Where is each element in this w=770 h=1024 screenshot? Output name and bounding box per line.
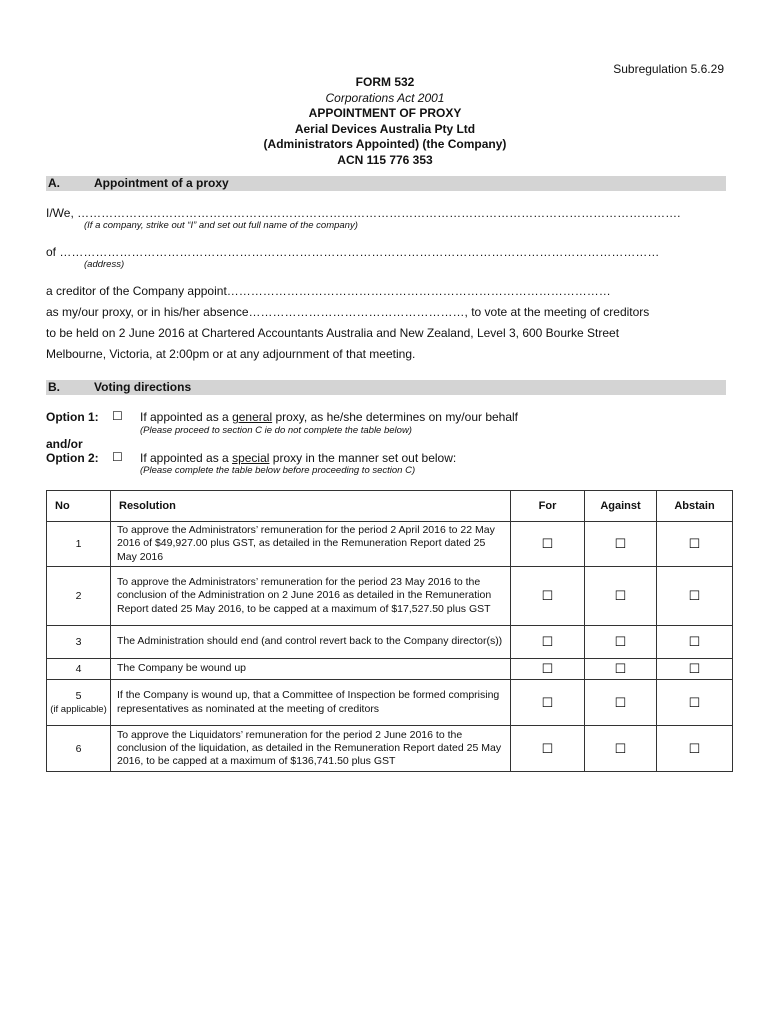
header-resolution: Resolution [111, 491, 511, 522]
resolution-number: 6 [47, 726, 111, 772]
against-checkbox[interactable]: ☐ [585, 567, 657, 626]
and-or-label: and/or [46, 437, 83, 451]
header-no: No [47, 491, 111, 522]
subregulation-ref: Subregulation 5.6.29 [613, 62, 724, 76]
option-2-label: Option 2: [46, 451, 99, 465]
form-header [0, 75, 770, 168]
table-row [47, 522, 733, 567]
form-title: APPOINTMENT OF PROXY [308, 106, 462, 120]
company-name: Aerial Devices Australia Pty Ltd [294, 121, 476, 136]
header-against: Against [585, 491, 657, 522]
meeting-details-line: to be held on 2 June 2016 at Chartered Accountants Australia and New Zealand, Level 3, 600 Bourke Street [46, 326, 620, 340]
for-checkbox[interactable]: ☐ [511, 522, 585, 567]
resolutions-table [46, 490, 733, 772]
option-2-note: (Please complete the table below before proceeding to section C) [140, 465, 416, 476]
abstain-checkbox[interactable]: ☐ [657, 659, 733, 680]
section-a-heading [46, 176, 726, 191]
creditor-appoint-field[interactable]: a creditor of the Company appoint…………………………………………………………………………………… [46, 284, 611, 298]
for-checkbox[interactable]: ☐ [511, 626, 585, 659]
for-checkbox[interactable]: ☐ [511, 680, 585, 726]
resolution-number: 1 [47, 522, 111, 567]
option-1-note: (Please proceed to section C ie do not complete the table below) [140, 425, 412, 436]
option-1-label: Option 1: [46, 410, 99, 424]
resolution-number-cell [47, 680, 111, 726]
resolution-text: If the Company is wound up, that a Committee of Inspection be formed comprising representatives as nominated at the meeting of creditors [111, 680, 511, 726]
header-for: For [511, 491, 585, 522]
header-abstain: Abstain [657, 491, 733, 522]
section-b-letter: B. [48, 380, 60, 394]
table-row [47, 567, 733, 626]
administration-status: (Administrators Appointed) (the Company) [263, 137, 507, 151]
for-checkbox[interactable]: ☐ [511, 567, 585, 626]
form-number: FORM 532 [355, 75, 415, 89]
against-checkbox[interactable]: ☐ [585, 659, 657, 680]
section-b-title: Voting directions [94, 380, 192, 394]
option-2-text: If appointed as a special proxy in the manner set out below: [140, 451, 457, 465]
address-field[interactable]: of …………………………………………………………………………………………………………………………………… [46, 245, 660, 259]
resolution-number: 3 [47, 626, 111, 659]
resolution-text: The Administration should end (and control revert back to the Company director(s)) [111, 626, 511, 659]
special-word: special [232, 451, 270, 465]
abstain-checkbox[interactable]: ☐ [657, 726, 733, 772]
general-word: general [232, 410, 273, 424]
resolution-number-note: (if applicable) [50, 703, 107, 715]
resolution-number: 5 [75, 689, 82, 702]
abstain-checkbox[interactable]: ☐ [657, 680, 733, 726]
against-checkbox[interactable]: ☐ [585, 726, 657, 772]
table-row [47, 680, 733, 726]
iwe-note: (If a company, strike out “I” and set out full name of the company) [84, 220, 358, 231]
table-row [47, 726, 733, 772]
section-a-title: Appointment of a proxy [94, 176, 229, 190]
abstain-checkbox[interactable]: ☐ [657, 567, 733, 626]
resolution-text: To approve the Administrators’ remuneration for the period 2 April 2016 to 22 May 2016 of $49,927.00 plus GST, as detailed in the Remuneration Report dated 25 May 2016 [111, 522, 511, 567]
resolution-text: To approve the Administrators’ remuneration for the period 23 May 2016 to the conclusion of the Administration on 2 June 2016 as detailed in the Remuneration Report dated 25 May 2016, to be capped at a maximum of $17,527.50 plus GST [111, 567, 511, 626]
resolution-text: The Company be wound up [111, 659, 511, 680]
iwe-field[interactable]: I/We, ……………………………………………………………………………………………………………………………………. [46, 206, 681, 220]
abstain-checkbox[interactable]: ☐ [657, 626, 733, 659]
act-name: Corporations Act 2001 [325, 90, 445, 105]
address-note: (address) [84, 259, 125, 270]
company-acn: ACN 115 776 353 [337, 152, 433, 167]
for-checkbox[interactable]: ☐ [511, 726, 585, 772]
abstain-checkbox[interactable]: ☐ [657, 522, 733, 567]
resolution-text: To approve the Liquidators’ remuneration for the period 2 June 2016 to the conclusion of the liquidation, as detailed in the Remuneration Report dated 25 May 2016, to be capped at a maximum of $136,741.50 plus GST [111, 726, 511, 772]
meeting-location-line: Melbourne, Victoria, at 2:00pm or at any adjournment of that meeting. [46, 347, 416, 361]
against-checkbox[interactable]: ☐ [585, 626, 657, 659]
option-1-text: If appointed as a general proxy, as he/she determines on my/our behalf [140, 410, 519, 424]
section-a-letter: A. [48, 176, 60, 190]
table-header-row [47, 491, 733, 522]
resolution-number: 4 [47, 659, 111, 680]
against-checkbox[interactable]: ☐ [585, 522, 657, 567]
resolution-number: 2 [47, 567, 111, 626]
table-row [47, 659, 733, 680]
for-checkbox[interactable]: ☐ [511, 659, 585, 680]
section-b-heading [46, 380, 726, 395]
option-2-checkbox[interactable]: ☐ [112, 450, 123, 464]
against-checkbox[interactable]: ☐ [585, 680, 657, 726]
proxy-absence-line[interactable]: as my/our proxy, or in his/her absence………………………………………………, to vote at the meeting of creditors [46, 305, 650, 319]
option-1-checkbox[interactable]: ☐ [112, 409, 123, 423]
table-row [47, 626, 733, 659]
